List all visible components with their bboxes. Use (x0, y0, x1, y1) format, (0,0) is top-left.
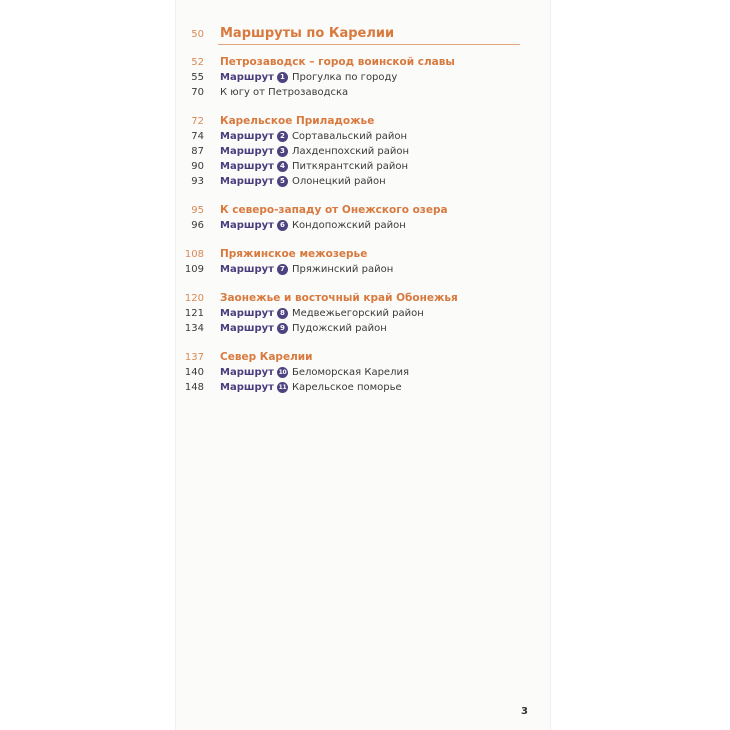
entry-title: Питкярантский район (291, 161, 409, 172)
entry-title: Беломорская Карелия (291, 367, 409, 378)
section-title: К северо-западу от Онежского озера (220, 204, 448, 216)
entry-content (220, 380, 402, 395)
route-number-badge: 3 (277, 146, 288, 157)
page-number: 3 (521, 706, 528, 717)
entry-title: Медвежьегорский район (291, 308, 424, 319)
route-label: Маршрут (220, 176, 274, 187)
route-label: Маршрут (220, 323, 274, 334)
title-underline (218, 44, 520, 45)
section-title: Заонежье и восточный край Обонежья (220, 292, 458, 304)
route-label: Маршрут (220, 161, 274, 172)
entry-title: Пудожский район (291, 323, 387, 334)
entry-title: К югу от Петрозаводска (220, 87, 349, 98)
section-title: Пряжинское межозерье (220, 248, 368, 260)
route-label: Маршрут (220, 72, 274, 83)
section-page-number: 137 (184, 352, 204, 363)
section-title: Север Карелии (220, 351, 313, 363)
entry-content (220, 321, 387, 336)
route-number-badge: 8 (277, 308, 288, 319)
route-number-badge: 9 (277, 323, 288, 334)
entry-page-number: 55 (191, 72, 204, 83)
entry-content (220, 144, 409, 159)
route-label: Маршрут (220, 146, 274, 157)
entry-content (220, 85, 348, 100)
section-page-number: 108 (184, 249, 204, 260)
route-label: Маршрут (220, 131, 274, 142)
entry-page-number: 96 (191, 220, 204, 231)
route-label: Маршрут (220, 220, 274, 231)
table-of-contents (176, 0, 550, 730)
book-page (176, 0, 550, 730)
entry-content (220, 129, 407, 144)
entry-content (220, 262, 393, 277)
entry-page-number: 90 (191, 161, 204, 172)
entry-title: Прогулка по городу (291, 72, 398, 83)
toc-title: Маршруты по Карелии (220, 26, 395, 41)
route-number-badge: 5 (277, 176, 288, 187)
entry-page-number: 87 (191, 146, 204, 157)
route-label: Маршрут (220, 367, 274, 378)
entry-page-number: 109 (184, 264, 204, 275)
entry-title: Пряжинский район (291, 264, 394, 275)
entry-page-number: 70 (191, 87, 204, 98)
entry-page-number: 140 (184, 367, 204, 378)
entry-content (220, 306, 424, 321)
section-title: Петрозаводск – город воинской славы (220, 56, 455, 68)
entry-page-number: 148 (184, 382, 204, 393)
entry-title: Олонецкий район (291, 176, 386, 187)
entry-content (220, 159, 408, 174)
entry-page-number: 121 (184, 308, 204, 319)
entry-page-number: 134 (184, 323, 204, 334)
entry-title: Карельское поморье (291, 382, 402, 393)
route-label: Маршрут (220, 382, 274, 393)
section-title: Карельское Приладожье (220, 115, 375, 127)
entry-content (220, 174, 386, 189)
route-number-badge: 2 (277, 131, 288, 142)
section-page-number: 72 (191, 116, 204, 127)
route-number-badge: 10 (278, 369, 287, 376)
entry-page-number: 74 (191, 131, 204, 142)
route-label: Маршрут (220, 308, 274, 319)
route-number-badge: 1 (277, 72, 288, 83)
entry-title: Лахденпохский район (291, 146, 410, 157)
entry-content (220, 70, 397, 85)
section-page-number: 120 (184, 293, 204, 304)
section-page-number: 52 (191, 57, 204, 68)
entry-content (220, 365, 409, 380)
entry-title: Сортавальский район (291, 131, 408, 142)
route-number-badge: 11 (278, 384, 287, 391)
route-number-badge: 7 (277, 264, 288, 275)
header-page-number: 50 (191, 29, 204, 40)
section-page-number: 95 (191, 205, 204, 216)
entry-title: Кондопожский район (291, 220, 406, 231)
entry-page-number: 93 (191, 176, 204, 187)
route-number-badge: 6 (277, 220, 288, 231)
route-label: Маршрут (220, 264, 274, 275)
route-number-badge: 4 (277, 161, 288, 172)
entry-content (220, 218, 406, 233)
